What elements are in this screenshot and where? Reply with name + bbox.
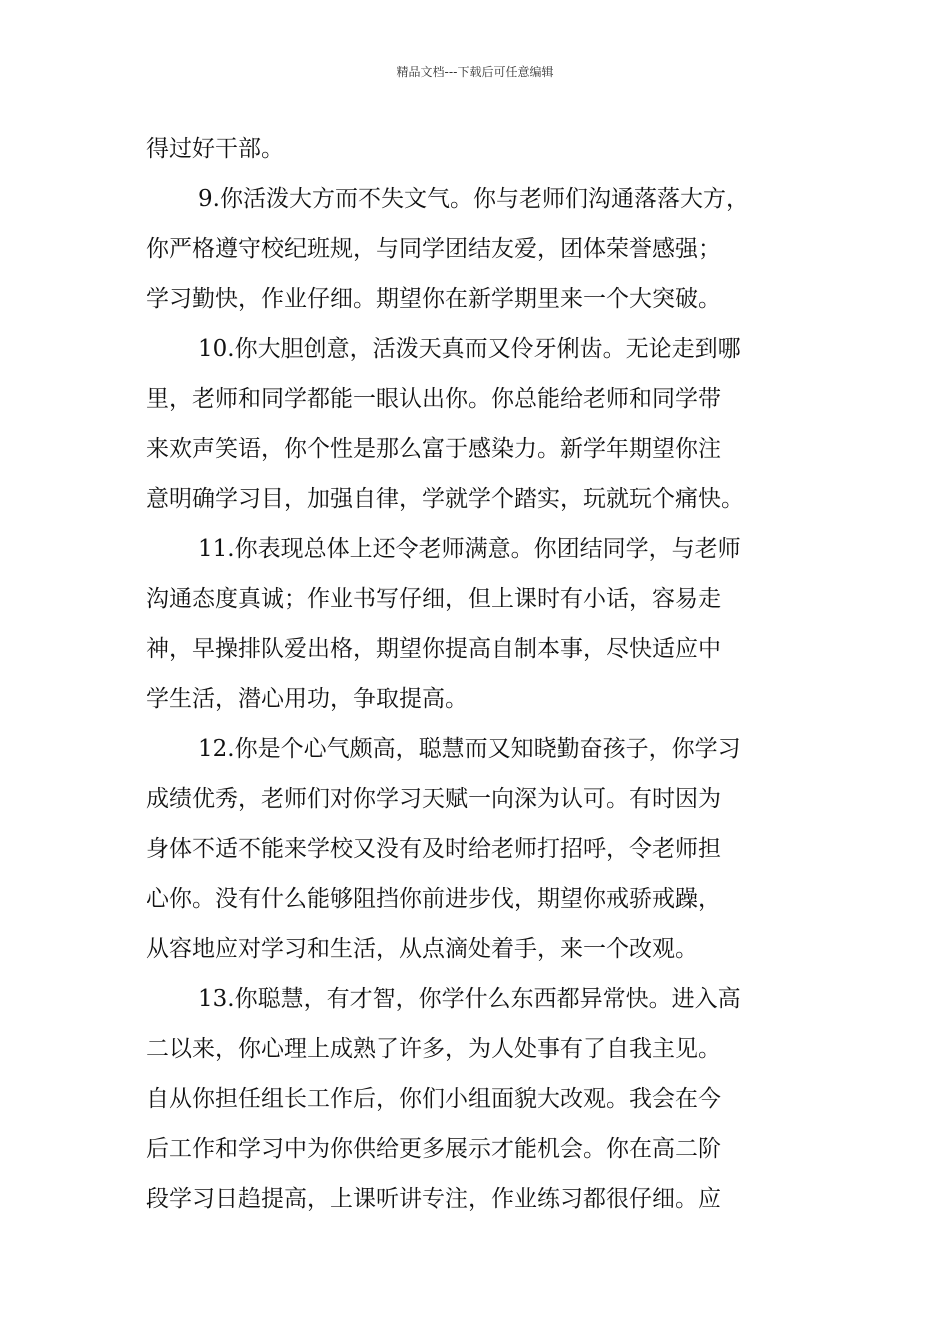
text-line: 得过好干部。 xyxy=(146,136,284,162)
document-body xyxy=(146,124,814,1224)
text-line: 学习勤快，作业仔细。期望你在新学期里来一个大突破。 xyxy=(146,286,721,312)
text-line: 沟通态度真诚；作业书写仔细，但上课时有小话，容易走 xyxy=(146,586,721,612)
text-line: 10.你大胆创意，活泼天真而又伶牙俐齿。无论走到哪 xyxy=(198,336,741,362)
text-line: 身体不适不能来学校又没有及时给老师打招呼，令老师担 xyxy=(146,836,721,862)
text-line: 自从你担任组长工作后，你们小组面貌大改观。我会在今 xyxy=(146,1086,721,1112)
text-line: 后工作和学习中为你供给更多展示才能机会。你在高二阶 xyxy=(146,1136,721,1162)
text-line: 意明确学习目，加强自律，学就学个踏实，玩就玩个痛快。 xyxy=(146,486,744,512)
text-line: 11.你表现总体上还令老师满意。你团结同学，与老师 xyxy=(198,536,741,562)
text-line: 里，老师和同学都能一眼认出你。你总能给老师和同学带 xyxy=(146,386,721,412)
text-line: 心你。没有什么能够阻挡你前进步伐，期望你戒骄戒躁， xyxy=(146,886,721,912)
text-line: 成绩优秀，老师们对你学习天赋一向深为认可。有时因为 xyxy=(146,786,721,812)
text-line: 二以来，你心理上成熟了许多，为人处事有了自我主见。 xyxy=(146,1036,721,1062)
text-line: 段学习日趋提高，上课听讲专注，作业练习都很仔细。应 xyxy=(146,1186,721,1212)
text-line: 13.你聪慧，有才智，你学什么东西都异常快。进入高 xyxy=(198,986,741,1012)
text-line: 学生活，潜心用功，争取提高。 xyxy=(146,686,468,712)
text-line: 神，早操排队爱出格，期望你提高自制本事，尽快适应中 xyxy=(146,636,721,662)
text-line: 9.你活泼大方而不失文气。你与老师们沟通落落大方， xyxy=(198,186,749,212)
text-line: 从容地应对学习和生活，从点滴处着手，来一个改观。 xyxy=(146,936,698,962)
text-line: 来欢声笑语，你个性是那么富于感染力。新学年期望你注 xyxy=(146,436,721,462)
page-header: 精品文档---下载后可任意编辑 xyxy=(396,65,554,79)
text-line: 你严格遵守校纪班规，与同学团结友爱，团体荣誉感强； xyxy=(146,236,721,262)
text-line: 12.你是个心气颇高，聪慧而又知晓勤奋孩子，你学习 xyxy=(198,736,741,762)
